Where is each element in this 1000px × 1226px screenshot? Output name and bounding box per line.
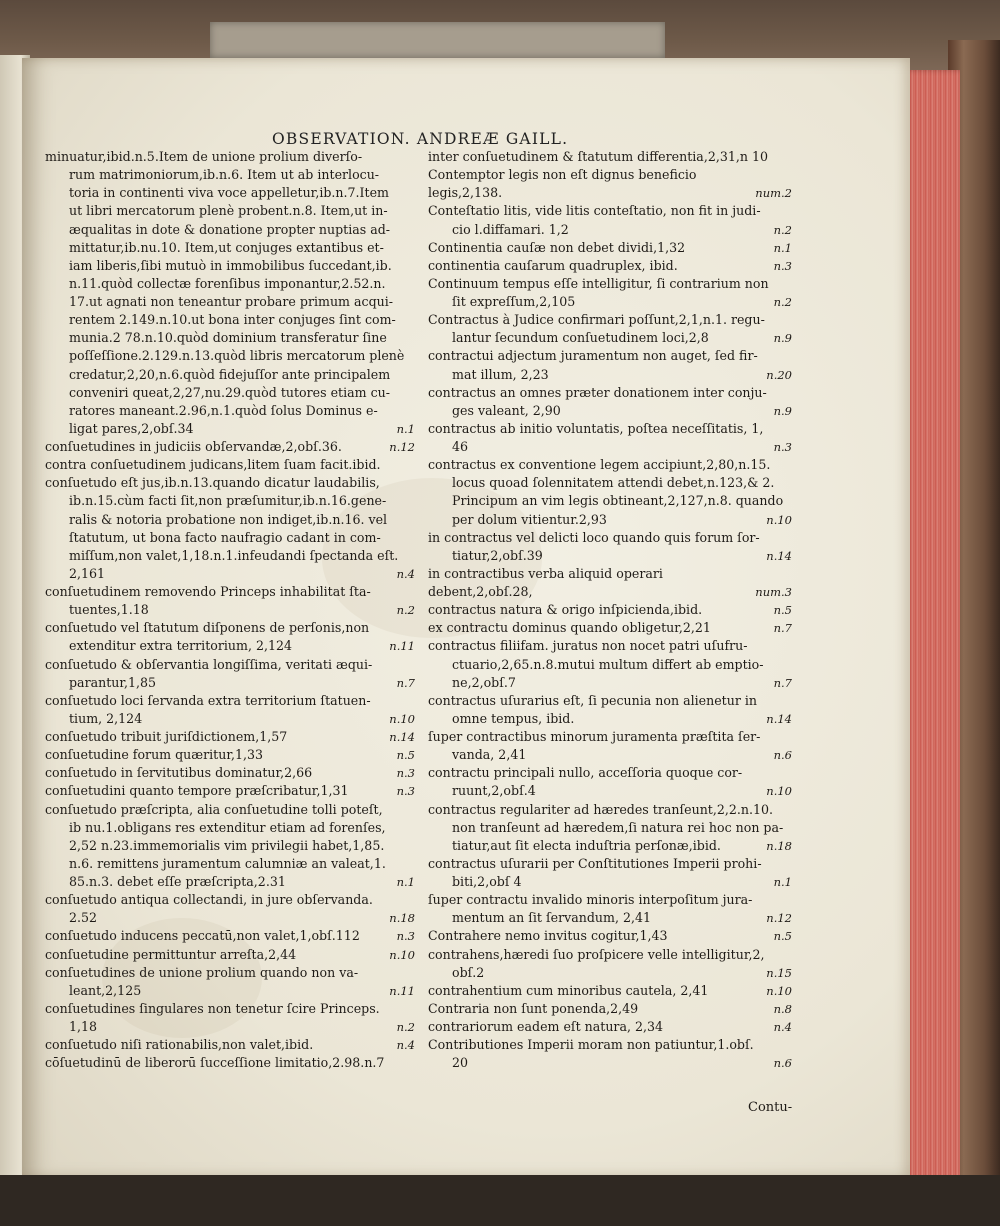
running-header: OBSERVATION. ANDREÆ GAILL. xyxy=(272,130,569,148)
index-entry xyxy=(45,438,417,456)
entry-reference-number: n.5 xyxy=(396,748,415,763)
entry-line: omne tempus, ibid. xyxy=(452,710,575,726)
entry-line: credatur,2,20,n.6.quòd fidejuſſor ante principalem xyxy=(69,366,391,382)
catchword: Contu- xyxy=(748,1100,793,1115)
index-entry xyxy=(45,801,417,892)
entry-line: miſſum,non valet,1,18.n.1.infeudandi ſpectanda eſt. xyxy=(69,547,399,563)
entry-line: leant,2,125 xyxy=(69,982,142,998)
entry-line: conſuetudo vel ſtatutum diſponens de perſonis,non xyxy=(45,620,370,636)
index-entry xyxy=(428,420,794,456)
entry-reference-number: n.7 xyxy=(773,675,792,690)
entry-line: poſſeſſione.2.129.n.13.quòd libris mercatorum plenè xyxy=(69,348,405,364)
index-entry xyxy=(428,257,794,275)
index-entry xyxy=(428,637,794,691)
entry-line: cōſuetudinū de liberorū ſucceſſione limitatio,2.98.n.7 xyxy=(45,1055,385,1071)
entry-line: Principum an vim legis obtineant,2,127,n.8. quando xyxy=(452,493,784,509)
entry-line: lantur ſecundum conſuetudinem loci,2,8 xyxy=(452,330,709,346)
entry-line: conſuetudines de unione prolium quando non va- xyxy=(45,964,359,980)
entry-reference-number: n.3 xyxy=(396,784,415,799)
entry-line: ralis & notoria probatione non indiget,ib.n.16. vel xyxy=(69,511,388,527)
entry-line: mittatur,ib.nu.10. Item,ut conjuges extantibus et- xyxy=(69,239,384,255)
index-entry xyxy=(428,202,794,238)
entry-reference-number: n.18 xyxy=(389,911,415,926)
entry-line: conſuetudo tribuit juriſdictionem,1,57 xyxy=(45,729,288,744)
entry-line: ſuper contractibus minorum juramenta præſtita ſer- xyxy=(428,729,761,744)
entry-line: ges valeant, 2,90 xyxy=(452,402,561,418)
entry-line: ib nu.1.obligans res extenditur etiam ad forenſes, xyxy=(69,819,386,835)
entry-line: 2,161 xyxy=(69,565,106,581)
entry-line: ſit expreſſum,2,105 xyxy=(452,294,576,309)
left-index-column xyxy=(45,148,417,1072)
red-page-edges xyxy=(904,70,960,1180)
entry-line: tiatur,2,obſ.39 xyxy=(452,547,543,563)
entry-line: Continuum tempus eſſe intelligitur, ſi contrarium non xyxy=(428,275,769,291)
index-entry xyxy=(45,474,417,583)
entry-line: conſuetudo in ſervitutibus dominatur,2,66 xyxy=(45,765,313,781)
entry-reference-number: n.2 xyxy=(396,603,415,618)
entry-line: cio l.diffamari. 1,2 xyxy=(452,221,569,237)
index-entry xyxy=(45,656,417,692)
index-entry xyxy=(45,456,417,474)
entry-reference-number: n.6 xyxy=(773,748,792,763)
table-surface xyxy=(0,1175,1000,1226)
entry-reference-number: n.3 xyxy=(396,929,415,944)
entry-reference-number: n.18 xyxy=(766,838,792,853)
entry-reference-number: n.4 xyxy=(773,1020,792,1034)
entry-line: conſuetudine forum quæritur,1,33 xyxy=(45,747,264,763)
entry-reference-number: n.1 xyxy=(773,240,792,255)
entry-line: conſuetudo eſt jus,ib.n.13.quando dicatur laudabilis, xyxy=(45,475,380,491)
index-entry xyxy=(428,166,794,202)
entry-reference-number: n.9 xyxy=(773,403,792,418)
entry-line: ctuario,2,65.n.8.mutui multum differt ab emptio- xyxy=(452,656,764,672)
entry-line: contractus uſurarius eſt, ſi pecunia non alienetur in xyxy=(428,692,757,708)
entry-reference-number: n.2 xyxy=(396,1020,415,1034)
index-entry xyxy=(428,1000,794,1018)
entry-reference-number: n.3 xyxy=(773,440,792,454)
entry-line: contra conſuetudinem judicans,litem ſuam facit.ibid. xyxy=(45,457,381,473)
index-entry xyxy=(45,764,417,782)
entry-line: conſuetudines in judiciis obſervandæ,2,obſ.36. xyxy=(45,439,342,454)
entry-line: ruunt,2,obſ.4 xyxy=(452,783,536,799)
index-entry xyxy=(45,782,417,800)
entry-line: Contrahere nemo invitus cogitur,1,43 xyxy=(428,928,668,944)
entry-line: contractus filiifam. juratus non nocet patri uſufru- xyxy=(428,638,748,654)
entry-line: Contractus à Judice confirmari poſſunt,2,1,n.1. regu- xyxy=(428,312,765,328)
entry-line: locus quoad ſolennitatem attendi debet,n.123,& 2. xyxy=(452,475,775,491)
entry-line: in contractibus verba aliquid operari debent,2,obſ.28, xyxy=(428,565,663,599)
entry-reference-number: n.1 xyxy=(773,875,792,889)
entry-reference-number: n.14 xyxy=(766,548,792,563)
entry-line: 2.52 xyxy=(69,910,98,926)
index-entry xyxy=(45,927,417,945)
index-entry xyxy=(45,964,417,1000)
entry-line: ut libri mercatorum plenè probent.n.8. Item,ut in- xyxy=(69,203,388,219)
binding-strip xyxy=(210,22,665,58)
entry-reference-number: n.5 xyxy=(773,929,792,944)
entry-line: æqualitas in dote & donatione propter nuptias ad- xyxy=(69,221,391,237)
index-entry xyxy=(45,692,417,728)
entry-line: ib.n.15.cùm facti ſit,non præſumitur,ib.n.16.gene- xyxy=(69,493,387,509)
index-entry xyxy=(45,1036,417,1054)
entry-line: conſuetudo præſcripta, alia conſuetudine tolli poteſt, xyxy=(45,801,383,817)
entry-line: mentum an ſit ſervandum, 2,41 xyxy=(452,910,652,926)
entry-line: Contemptor legis non eſt dignus beneficio legis,2,138. xyxy=(428,167,697,201)
entry-line: munia.2 78.n.10.quòd dominium transferatur ſine xyxy=(69,330,387,346)
entry-line: 20 xyxy=(452,1055,469,1071)
entry-line: 2,52 n.23.immemorialis vim privilegii habet,1,85. xyxy=(69,837,385,853)
index-entry xyxy=(428,728,794,764)
entry-line: inter conſuetudinem & ſtatutum differentia,2,31,n 10 xyxy=(428,149,769,164)
entry-line: ſuper contractu invalido minoris interpoſitum jura- xyxy=(428,892,753,908)
index-entry xyxy=(45,746,417,764)
entry-line: 46 xyxy=(452,439,469,454)
entry-line: non tranſeunt ad hæredem,ſi natura rei hoc non pa- xyxy=(452,819,784,835)
index-entry xyxy=(428,891,794,927)
entry-line: mat illum, 2,23 xyxy=(452,366,549,382)
index-entry xyxy=(428,529,794,565)
entry-line: contractus ab initio voluntatis, poſtea neceſſitatis, 1, xyxy=(428,420,764,436)
index-entry xyxy=(45,148,417,438)
entry-line: contrahentium cum minoribus cautela, 2,41 xyxy=(428,982,709,998)
index-entry xyxy=(428,764,794,800)
right-index-column xyxy=(428,148,794,1072)
index-entry xyxy=(428,982,794,1000)
entry-line: contractus an omnes præter donationem inter conju- xyxy=(428,384,767,400)
entry-reference-number: n.6 xyxy=(773,1056,792,1071)
entry-reference-number: n.4 xyxy=(396,1038,415,1053)
entry-line: Contributiones Imperii moram non patiuntur,1.obſ. xyxy=(428,1037,754,1053)
index-entry xyxy=(45,891,417,927)
entry-reference-number: n.15 xyxy=(766,965,792,980)
entry-line: ſtatutum, ut bona facto naufragio cadant in com- xyxy=(69,529,381,545)
entry-reference-number: n.14 xyxy=(766,711,792,726)
entry-line: in contractus vel delicti loco quando quis forum ſor- xyxy=(428,529,760,545)
entry-reference-number: n.10 xyxy=(766,512,792,527)
entry-reference-number: n.10 xyxy=(766,983,792,998)
entry-line: extenditur extra territorium, 2,124 xyxy=(69,638,292,654)
entry-line: ratores maneant.2.96,n.1.quòd ſolus Dominus e- xyxy=(69,402,378,418)
index-entry xyxy=(428,239,794,257)
entry-line: obſ.2 xyxy=(452,964,485,980)
index-entry xyxy=(45,1054,417,1072)
entry-line: biti,2,obſ 4 xyxy=(452,874,522,889)
entry-line: rentem 2.149.n.10.ut bona inter conjuges ſint com- xyxy=(69,312,396,328)
entry-line: Continentia cauſæ non debet dividi,1,32 xyxy=(428,239,686,255)
index-entry xyxy=(428,456,794,529)
index-entry xyxy=(428,946,794,982)
entry-line: n.6. remittens juramentum calumniæ an valeat,1. xyxy=(69,855,386,871)
entry-reference-number: n.14 xyxy=(389,730,415,744)
entry-line: toria in continenti viva voce appelletur,ib.n.7.Item xyxy=(69,185,389,201)
entry-line: conſuetudini quanto tempore præſcribatur,1,31 xyxy=(45,783,349,799)
index-entry xyxy=(45,728,417,746)
entry-reference-number: n.8 xyxy=(773,1001,792,1016)
entry-line: contractui adjectum juramentum non auget, ſed fir- xyxy=(428,348,758,364)
entry-reference-number: num.3 xyxy=(755,585,792,599)
entry-line: conſuetudo antiqua collectandi, in jure obſervanda. xyxy=(45,892,373,908)
entry-reference-number: n.7 xyxy=(773,621,792,636)
entry-reference-number: n.10 xyxy=(766,784,792,799)
entry-line: Conteſtatio litis, vide litis conteſtatio, non fit in judi- xyxy=(428,203,761,219)
entry-line: 17.ut agnati non teneantur probare primum acqui- xyxy=(69,294,394,309)
entry-reference-number: num.2 xyxy=(755,186,792,201)
index-entry xyxy=(428,801,794,855)
index-entry xyxy=(45,946,417,964)
entry-reference-number: n.10 xyxy=(389,947,415,962)
index-entry xyxy=(428,855,794,891)
entry-reference-number: n.7 xyxy=(396,675,415,690)
entry-reference-number: n.10 xyxy=(389,711,415,726)
entry-line: tuentes,1.18 xyxy=(69,602,149,618)
index-entry xyxy=(45,619,417,655)
entry-line: conſuetudine permittuntur arreſta,2,44 xyxy=(45,946,297,962)
index-entry xyxy=(428,347,794,383)
entry-reference-number: n.12 xyxy=(766,911,792,926)
entry-line: conſuetudo loci ſervanda extra territorium ſtatuen- xyxy=(45,692,371,708)
entry-line: contractus regulariter ad hæredes tranſeunt,2,2.n.10. xyxy=(428,801,774,817)
entry-line: contractus uſurarii per Conſtitutiones Imperii prohi- xyxy=(428,855,762,871)
entry-line: Contraria non ſunt ponenda,2,49 xyxy=(428,1000,639,1016)
entry-line: 1,18 xyxy=(69,1019,98,1034)
index-entry xyxy=(428,692,794,728)
entry-line: minuatur,ibid.n.5.Item de unione prolium diverſo- xyxy=(45,149,363,164)
entry-reference-number: n.1 xyxy=(396,875,415,889)
index-entry xyxy=(428,601,794,619)
entry-line: contractu principali nullo, acceſſoria quoque cor- xyxy=(428,765,743,781)
index-entry xyxy=(428,927,794,945)
entry-line: vanda, 2,41 xyxy=(452,747,527,763)
entry-line: tium, 2,124 xyxy=(69,710,143,726)
entry-line: 85.n.3. debet eſſe præſcripta,2.31 xyxy=(69,874,286,889)
entry-line: per dolum vitientur.2,93 xyxy=(452,511,607,527)
index-entry xyxy=(45,1000,417,1036)
entry-line: conveniri queat,2,27,nu.29.quòd tutores etiam cu- xyxy=(69,384,390,400)
entry-line: tiatur,aut ſit electa induſtria perſonæ,ibid. xyxy=(452,837,721,853)
entry-line: continentia cauſarum quadruplex, ibid. xyxy=(428,257,678,273)
entry-line: ne,2,obſ.7 xyxy=(452,674,516,690)
entry-line: conſuetudo niſi rationabilis,non valet,ibid. xyxy=(45,1037,314,1053)
index-entry xyxy=(428,1018,794,1036)
entry-line: conſuetudo & obſervantia longiſſima, veritati æqui- xyxy=(45,656,373,672)
index-entry xyxy=(428,384,794,420)
entry-line: conſuetudinem removendo Princeps inhabilitat ſta- xyxy=(45,584,371,599)
index-entry xyxy=(45,583,417,619)
entry-reference-number: n.12 xyxy=(389,440,415,454)
entry-line: parantur,1,85 xyxy=(69,674,157,690)
entry-reference-number: n.20 xyxy=(766,367,792,382)
entry-line: contractus ex conventione legem accipiunt,2,80,n.15. xyxy=(428,457,771,473)
entry-reference-number: n.4 xyxy=(396,566,415,581)
entry-reference-number: n.2 xyxy=(773,222,792,237)
entry-reference-number: n.1 xyxy=(396,421,415,436)
index-entry xyxy=(428,275,794,311)
index-entry xyxy=(428,619,794,637)
entry-reference-number: n.3 xyxy=(396,766,415,781)
index-entry xyxy=(428,148,794,166)
entry-reference-number: n.9 xyxy=(773,331,792,346)
entry-line: n.11.quòd collectæ forenſibus imponantur,2.52.n. xyxy=(69,275,386,291)
index-entry xyxy=(428,1036,794,1072)
entry-reference-number: n.5 xyxy=(773,603,792,618)
entry-reference-number: n.3 xyxy=(773,258,792,273)
index-entry xyxy=(428,565,794,601)
entry-line: contrahens,hæredi ſuo proſpicere velle intelligitur,2, xyxy=(428,946,765,962)
entry-line: rum matrimoniorum,ib.n.6. Item ut ab interlocu- xyxy=(69,167,380,183)
index-entry xyxy=(428,311,794,347)
entry-line: ligat pares,2,obſ.34 xyxy=(69,420,194,436)
entry-line: contrariorum eadem eſt natura, 2,34 xyxy=(428,1019,664,1034)
entry-line: contractus natura & origo inſpicienda,ibid. xyxy=(428,602,703,618)
entry-reference-number: n.11 xyxy=(389,639,415,654)
entry-line: conſuetudo inducens peccatū,non valet,1,obſ.112 xyxy=(45,928,360,944)
entry-line: iam liberis,ſibi mutuò in immobilibus ſuccedant,ib. xyxy=(69,257,392,273)
entry-reference-number: n.2 xyxy=(773,295,792,309)
entry-reference-number: n.11 xyxy=(389,983,415,998)
entry-line: ex contractu dominus quando obligetur,2,21 xyxy=(428,620,711,636)
entry-line: conſuetudines ſingulares non tenetur ſcire Princeps. xyxy=(45,1000,380,1016)
